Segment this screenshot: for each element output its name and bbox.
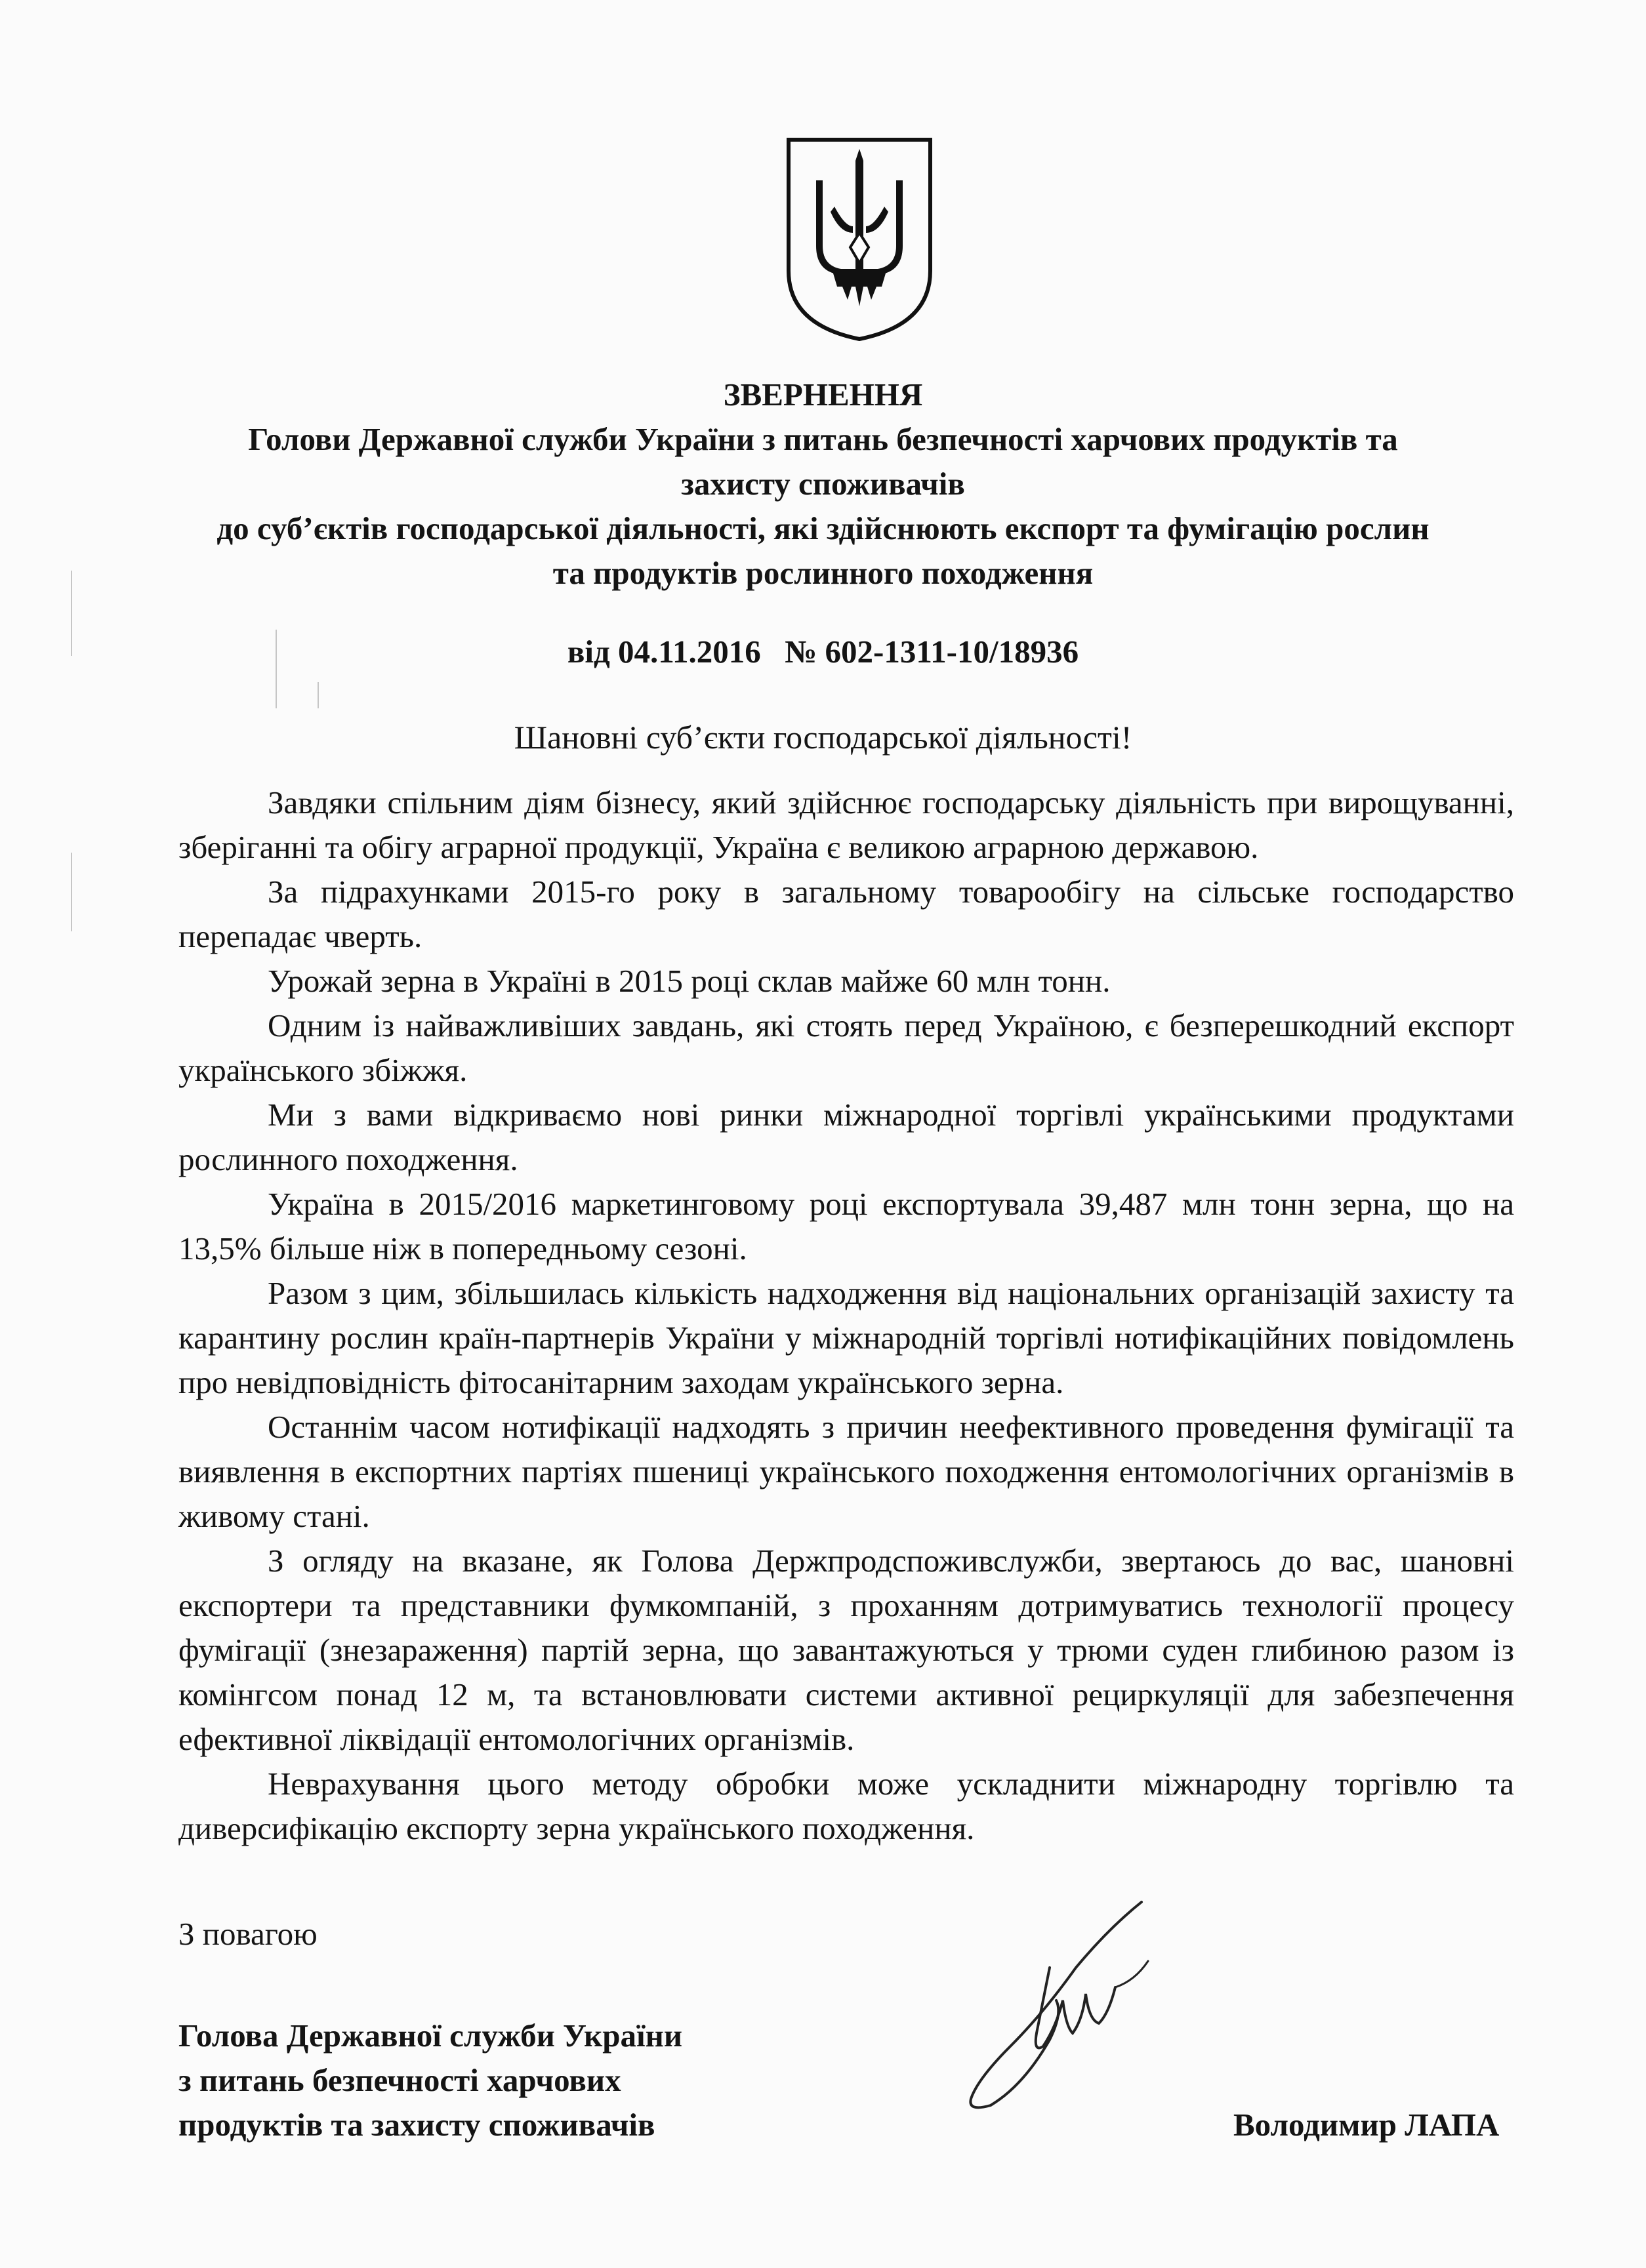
scan-artifact: [71, 853, 72, 931]
document-title: ЗВЕРНЕННЯ: [723, 376, 923, 413]
signer-title: [178, 2014, 900, 2147]
body-paragraph: Одним із найважливіших завдань, які стоять перед Україною, є безперешкодний експорт українського збіжжя.: [178, 1007, 1514, 1088]
body-paragraph: Ми з вами відкриваємо нові ринки міжнародної торгівлі українськими продуктами рослинного походження.: [178, 1097, 1514, 1177]
document-date: від 04.11.2016: [567, 634, 761, 670]
subtitle-line: та продуктів рослинного походження: [552, 555, 1094, 591]
subtitle-line: Голови Державної служби України з питань безпечності харчових продуктів та: [248, 421, 1398, 457]
body-paragraph: З огляду на вказане, як Голова Держпродспоживслужби, звертаюсь до вас, шановні експортери та представники фумкомпаній, з проханням дотримуватись технології процесу фумігації (знезараження) партій зерна, що завантажуються у трюми суден глибиною разом із комінгсом понад 12 м, та встановлювати системи активної рециркуляції для забезпечення ефективної ліквідації ентомологічних організмів.: [178, 1543, 1514, 1757]
scan-artifact: [318, 682, 319, 708]
document-subtitle: [131, 417, 1515, 596]
signature-icon: [951, 1889, 1161, 2125]
body-paragraph: За підрахунками 2015-го року в загальному товарообігу на сільське господарство перепадає чверть.: [178, 874, 1514, 954]
document-reference: [131, 630, 1515, 674]
body-paragraph: Неврахування цього методу обробки може ускладнити міжнародну торгівлю та диверсифікацію експорту зерна українського походження.: [178, 1766, 1514, 1846]
subtitle-line: до суб’єктів господарської діяльності, які здійснюють експорт та фумігацію рослин: [216, 510, 1430, 546]
document-number: № 602-1311-10/18936: [785, 634, 1079, 670]
signer-name: Володимир ЛАПА: [1233, 2107, 1500, 2143]
signer-title-line: продуктів та захисту споживачів: [178, 2107, 655, 2143]
body-paragraph: Останнім часом нотифікації надходять з причин неефективного проведення фумігації та виявлення в експортних партіях пшениці українського походження ентомологічних організмів в живому стані.: [178, 1409, 1514, 1534]
body-paragraph: Разом з цим, збільшилась кількість надходження від національних організацій захисту та карантину рослин країн-партнерів України у міжнародній торгівлі нотифікаційних повідомлень про невідповідність фітосанітарним заходам українського зерна.: [178, 1275, 1514, 1400]
body-paragraph: Урожай зерна в Україні в 2015 році склав майже 60 млн тонн.: [268, 963, 1111, 999]
subtitle-line: захисту споживачів: [681, 466, 965, 502]
coat-of-arms-icon: [782, 134, 937, 343]
salutation: Шановні суб’єкти господарської діяльності!: [514, 719, 1132, 756]
document-body: [178, 780, 1514, 1851]
closing-phrase: З повагою: [178, 1916, 318, 1952]
signer-title-line: Голова Державної служби України: [178, 2017, 683, 2054]
scan-artifact: [71, 571, 72, 656]
body-paragraph: Завдяки спільним діям бізнесу, який здійснює господарську діяльність при вирощуванні, зберіганні та обігу аграрної продукції, Україна є великою аграрною державою.: [178, 784, 1514, 865]
signer-title-line: з питань безпечності харчових: [178, 2062, 621, 2098]
body-paragraph: Україна в 2015/2016 маркетинговому році експортувала 39,487 млн тонн зерна, що на 13,5% більше ніж в попередньому сезоні.: [178, 1186, 1514, 1266]
